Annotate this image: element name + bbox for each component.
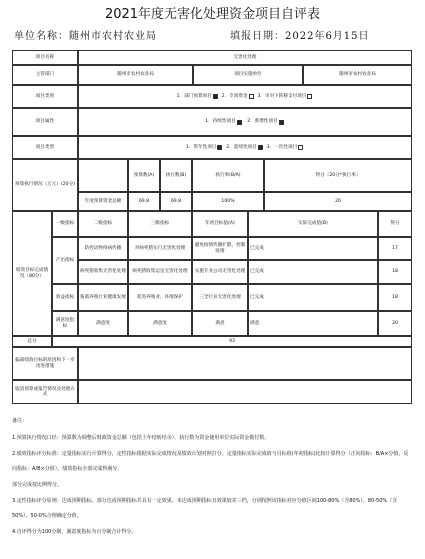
funds-exec: 69.8 bbox=[160, 192, 192, 211]
perf-row-l2: 畜禽养殖行业健康发展 bbox=[78, 284, 128, 311]
satisfaction-indicator-label: 满意度指标 bbox=[52, 311, 78, 336]
nature-label: 项目属性 bbox=[12, 108, 78, 136]
category-options bbox=[78, 85, 412, 108]
dept-label: 主管部门 bbox=[12, 65, 78, 85]
perf-h5: 实际完成值(B) bbox=[248, 211, 378, 237]
total-label: 总分 bbox=[12, 336, 52, 347]
perf-row-l2: 满意度 bbox=[78, 311, 128, 336]
perf-row-target: 三全行业无害化处理 bbox=[192, 284, 248, 311]
checkbox-checked-icon bbox=[213, 94, 218, 99]
category-opt1: 1．部门预算项目 bbox=[176, 93, 212, 99]
checkbox-checked-icon bbox=[237, 120, 242, 125]
perf-row-l3: 促进养殖业，环境保护 bbox=[128, 284, 192, 311]
fill-date bbox=[230, 27, 370, 42]
perf-row-score: 18 bbox=[378, 260, 412, 284]
funds-score: 20 bbox=[264, 192, 412, 211]
perf-h1: 一级指标 bbox=[52, 211, 78, 237]
unit-value: 随州市农村农业局 bbox=[69, 31, 157, 42]
total-value: 93 bbox=[52, 336, 412, 347]
perf-row-target: 满意 bbox=[192, 311, 248, 336]
type-opt3: 3．一次性项目 bbox=[266, 144, 298, 150]
nature-opt2: 2．新增性项目 bbox=[247, 119, 278, 125]
type-opt2: 2．延续性项目 bbox=[226, 144, 257, 150]
rectify-label: 取消预算或报告情况及处理方式 bbox=[12, 380, 78, 404]
benefit-indicator-label: 效益指标 bbox=[52, 284, 78, 311]
exec-unit-label: 项目实施单位 bbox=[193, 65, 303, 85]
problems-label: 偏离绩效目标的原因和下一步改进措施 bbox=[12, 347, 78, 380]
perf-row-l3: 满意度 bbox=[128, 311, 192, 336]
type-opt1: 1．常年性项目 bbox=[185, 144, 217, 150]
funds-exec-header: 执行数(B) bbox=[160, 159, 192, 192]
note-line: 3.定性指标评分原则：达成预期指标、部分达成预期指标并具有一定效果、未达成预期指标且效果较差三档，分别按照该指标对应分值区间100-80%（含80%）、80-50%（含50%）、50-0%合理确定分值。 bbox=[12, 498, 398, 519]
funds-rate-header: 执行率(B/A) bbox=[192, 159, 264, 192]
checkbox-checked-icon bbox=[258, 145, 263, 150]
rectify-value bbox=[78, 380, 412, 404]
perf-h6: 得分 bbox=[378, 211, 412, 237]
perf-row-actual: 已完成 bbox=[248, 260, 378, 284]
perf-row-score: 18 bbox=[378, 284, 412, 311]
perf-row-l3: 对病死猪实行无害化处理 bbox=[128, 237, 192, 260]
perf-row-actual: 已完成 bbox=[248, 284, 378, 311]
category-label: 项目类别 bbox=[12, 85, 78, 108]
checkbox-empty-icon bbox=[298, 145, 303, 150]
page-title: 2021年度无害化处理资金项目自评表 bbox=[104, 7, 321, 22]
problems-value bbox=[78, 347, 412, 380]
funds-row-label: 年度预算资金总额 bbox=[78, 192, 128, 211]
funds-budget: 69.8 bbox=[128, 192, 160, 211]
dept-value: 随州市农村农业局 bbox=[78, 65, 193, 85]
funds-blank bbox=[78, 159, 128, 192]
perf-h2: 二级指标 bbox=[78, 211, 128, 237]
perf-row-l2: 防控动物疫病传播 bbox=[78, 237, 128, 260]
nature-opt1: 1．持续性项目 bbox=[205, 119, 236, 125]
project-name-value: 无害化处理 bbox=[78, 50, 412, 65]
perf-row-target: 避免疫情传播扩散，控制疫情 bbox=[192, 237, 248, 260]
category-opt3: 3．市对下转移支付项目 bbox=[257, 93, 307, 99]
perf-row-l3: 病死猪收集运送无害化处理 bbox=[128, 260, 192, 284]
funds-rate: 100% bbox=[192, 192, 264, 211]
perf-label: 绩效目标完成情况（80分） bbox=[12, 211, 52, 336]
note-line: 4.自评得分为100分制，满意度指标为百分制合计得分。 bbox=[12, 529, 137, 535]
date-label: 填报日期： bbox=[230, 31, 285, 42]
type-options bbox=[78, 136, 412, 159]
note-line: 2.绩效指标评分标准：定量指标实行计算得分，定性指标根据实际完成情况及绩效计划对照打分。定量指标实际完成值与目标值(年初指标)比较计算得分（正向指标：B/A×分值，反向指标：A/B×分值），绩效指标全部完成得满分， bbox=[12, 451, 409, 472]
funds-label: 预算执行情况（万元）(20分) bbox=[12, 159, 78, 211]
note-line: 部分完成按比例得分。 bbox=[12, 482, 63, 488]
note-line: 备注： bbox=[12, 418, 28, 424]
type-label: 项目类型 bbox=[12, 136, 78, 159]
notes bbox=[12, 413, 412, 541]
perf-h3: 三级指标 bbox=[128, 211, 192, 237]
checkbox-checked-icon bbox=[217, 145, 222, 150]
checkbox-checked-icon bbox=[279, 120, 284, 125]
funds-budget-header: 预算数(A) bbox=[128, 159, 160, 192]
perf-row-actual: 已完成 bbox=[248, 237, 378, 260]
category-opt2: 2．专项资金 bbox=[221, 93, 248, 99]
note-line: 1.预算执行情况口径：预算数为调整后财政资金总额（包括上年结转结余），执行数为资金使用单位实际资金拨付数。 bbox=[12, 435, 270, 441]
perf-h4: 年初目标值(A) bbox=[192, 211, 248, 237]
exec-unit-value: 随州市农村农业局 bbox=[303, 65, 412, 85]
perf-row-target: 实施专业公司无害化处理 bbox=[192, 260, 248, 284]
perf-row-actual: 满意 bbox=[248, 311, 378, 336]
perf-row-score: 20 bbox=[378, 311, 412, 336]
nature-options bbox=[78, 108, 412, 136]
project-name-label: 项目名称 bbox=[12, 50, 78, 65]
unit-label: 单位名称： bbox=[14, 31, 69, 42]
date-value: 2022年6月15日 bbox=[285, 31, 370, 42]
funds-score-header: 得分（20分*执行率） bbox=[264, 159, 412, 192]
checkbox-empty-icon bbox=[307, 94, 312, 99]
perf-row-l2: 病死猪收集无害化处理 bbox=[78, 260, 128, 284]
checkbox-empty-icon bbox=[249, 94, 254, 99]
output-indicator-label: 产出指标 bbox=[52, 237, 78, 284]
perf-row-score: 17 bbox=[378, 237, 412, 260]
unit-name bbox=[14, 27, 157, 42]
